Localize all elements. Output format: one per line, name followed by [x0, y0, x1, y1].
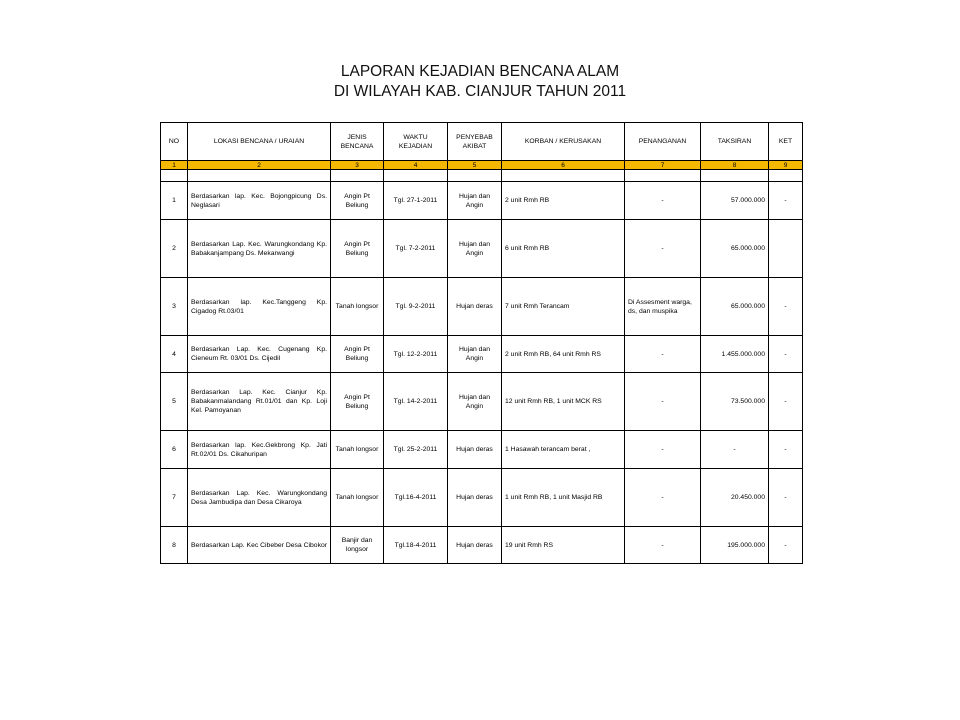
column-number: 4 [384, 161, 448, 170]
cell-penanganan: - [625, 431, 701, 469]
cell-penanganan: - [625, 527, 701, 564]
cell-penyebab: Hujan dan Angin [448, 220, 502, 278]
cell-no: 5 [161, 373, 188, 431]
header-waktu: WAKTU KEJADIAN [384, 123, 448, 161]
cell-lokasi: Berdasarkan Lap. Kec. Cugenang Kp. Cieneum Rt. 03/01 Ds. Cijedil [188, 336, 331, 373]
cell-jenis: Angin Pt Beliung [331, 373, 384, 431]
cell-ket: - [769, 182, 803, 220]
header-taksiran: TAKSIRAN [701, 123, 769, 161]
column-number: 7 [625, 161, 701, 170]
cell-korban: 1 unit Rmh RB, 1 unit Masjid RB [502, 469, 625, 527]
cell-lokasi: Berdasarkan lap. Kec. Bojongpicung Ds. Neglasari [188, 182, 331, 220]
cell-waktu: Tgl. 25-2-2011 [384, 431, 448, 469]
cell-penyebab: Hujan dan Angin [448, 182, 502, 220]
cell-penanganan: - [625, 469, 701, 527]
cell-penanganan: - [625, 336, 701, 373]
cell-lokasi: Berdasarkan lap. Kec.Tanggeng Kp. Cigadog Rt.03/01 [188, 278, 331, 336]
cell-taksiran: 65.000.000 [701, 220, 769, 278]
header-ket: KET [769, 123, 803, 161]
cell-penanganan: - [625, 182, 701, 220]
cell-korban: 7 unit Rmh Terancam [502, 278, 625, 336]
report-title [0, 62, 960, 102]
table-row [161, 431, 803, 469]
column-number: 8 [701, 161, 769, 170]
cell-waktu: Tgl. 9-2-2011 [384, 278, 448, 336]
cell-korban: 1 Hasawah terancam berat , [502, 431, 625, 469]
cell-waktu: Tgl. 27-1-2011 [384, 182, 448, 220]
cell-penyebab: Hujan deras [448, 278, 502, 336]
table-row [161, 373, 803, 431]
cell-ket: - [769, 527, 803, 564]
cell-jenis: Banjir dan longsor [331, 527, 384, 564]
cell-jenis: Angin Pt Beliung [331, 220, 384, 278]
cell-korban: 2 unit Rmh RB, 64 unit Rmh RS [502, 336, 625, 373]
cell-waktu: Tgl. 14-2-2011 [384, 373, 448, 431]
table-row [161, 220, 803, 278]
cell-jenis: Angin Pt Beliung [331, 336, 384, 373]
cell-korban: 19 unit Rmh RS [502, 527, 625, 564]
report-title-line2: DI WILAYAH KAB. CIANJUR TAHUN 2011 [333, 83, 627, 100]
cell-ket: - [769, 336, 803, 373]
cell-taksiran: 65.000.000 [701, 278, 769, 336]
disaster-report-table [160, 122, 803, 564]
column-number-row [161, 161, 803, 170]
header-korban: KORBAN / KERUSAKAN [502, 123, 625, 161]
table-row [161, 336, 803, 373]
header-lokasi: LOKASI BENCANA / URAIAN [188, 123, 331, 161]
cell-lokasi: Berdasarkan Lap. Kec. Cianjur Kp. Babakanmalandang Rt.01/01 dan Kp. Loji Kel. Pamoyanan [188, 373, 331, 431]
cell-penanganan: Di Assesment warga, ds, dan muspika [625, 278, 701, 336]
cell-lokasi: Berdasarkan Lap. Kec. Warungkondang Desa Jambudipa dan Desa Cikaroya [188, 469, 331, 527]
cell-penyebab: Hujan dan Angin [448, 373, 502, 431]
spacer-row [161, 170, 803, 182]
column-number: 6 [502, 161, 625, 170]
column-number: 9 [769, 161, 803, 170]
column-number: 2 [188, 161, 331, 170]
cell-jenis: Angin Pt Beliung [331, 182, 384, 220]
cell-no: 8 [161, 527, 188, 564]
column-number: 3 [331, 161, 384, 170]
cell-taksiran: 57.000.000 [701, 182, 769, 220]
header-no: NO [161, 123, 188, 161]
cell-taksiran: - [701, 431, 769, 469]
table-row [161, 469, 803, 527]
header-penyebab: PENYEBAB AKIBAT [448, 123, 502, 161]
report-title-line1: LAPORAN KEJADIAN BENCANA ALAM [340, 63, 620, 80]
table-row [161, 527, 803, 564]
cell-no: 2 [161, 220, 188, 278]
cell-no: 3 [161, 278, 188, 336]
header-jenis: JENIS BENCANA [331, 123, 384, 161]
cell-penyebab: Hujan deras [448, 431, 502, 469]
cell-jenis: Tanah longsor [331, 469, 384, 527]
cell-penyebab: Hujan deras [448, 527, 502, 564]
cell-waktu: Tgl. 12-2-2011 [384, 336, 448, 373]
table-row [161, 182, 803, 220]
cell-no: 6 [161, 431, 188, 469]
cell-penanganan: - [625, 220, 701, 278]
cell-jenis: Tanah longsor [331, 431, 384, 469]
cell-penyebab: Hujan deras [448, 469, 502, 527]
cell-korban: 12 unit Rmh RB, 1 unit MCK RS [502, 373, 625, 431]
cell-ket: - [769, 431, 803, 469]
cell-jenis: Tanah longsor [331, 278, 384, 336]
cell-waktu: Tgl.16-4-2011 [384, 469, 448, 527]
header-row [161, 123, 803, 161]
cell-taksiran: 195.000.000 [701, 527, 769, 564]
cell-waktu: Tgl.18-4-2011 [384, 527, 448, 564]
cell-ket: - [769, 278, 803, 336]
column-number: 1 [161, 161, 188, 170]
cell-lokasi: Berdasarkan lap. Kec.Gekbrong Kp. Jati Rt.02/01 Ds. Cikahuripan [188, 431, 331, 469]
cell-taksiran: 73.500.000 [701, 373, 769, 431]
cell-penanganan: - [625, 373, 701, 431]
cell-penyebab: Hujan dan Angin [448, 336, 502, 373]
cell-ket: - [769, 373, 803, 431]
cell-waktu: Tgl. 7-2-2011 [384, 220, 448, 278]
cell-no: 1 [161, 182, 188, 220]
table-row [161, 278, 803, 336]
cell-taksiran: 1.455.000.000 [701, 336, 769, 373]
cell-ket: - [769, 469, 803, 527]
cell-lokasi: Berdasarkan Lap. Kec. Warungkondang Kp. Babakanjampang Ds. Mekarwangi [188, 220, 331, 278]
cell-korban: 2 unit Rmh RB [502, 182, 625, 220]
cell-lokasi: Berdasarkan Lap. Kec Cibeber Desa Cibokor [188, 527, 331, 564]
cell-no: 4 [161, 336, 188, 373]
cell-no: 7 [161, 469, 188, 527]
cell-taksiran: 20.450.000 [701, 469, 769, 527]
cell-ket [769, 220, 803, 278]
cell-korban: 6 unit Rmh RB [502, 220, 625, 278]
header-penanganan: PENANGANAN [625, 123, 701, 161]
column-number: 5 [448, 161, 502, 170]
